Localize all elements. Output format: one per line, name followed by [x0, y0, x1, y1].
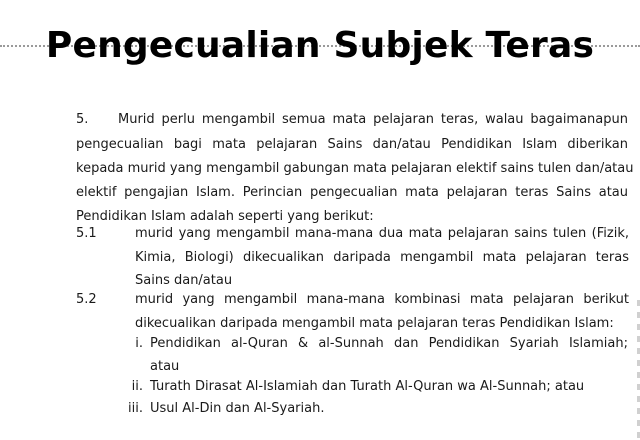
section-5-line-2: pengecualian bagi mata pelajaran Sains dan/atau Pendidikan Islam diberikan: [76, 137, 628, 152]
item-ii-numeral: ii.: [131, 379, 143, 394]
section-5-2-line-2: dikecualikan daripada mengambil mata pelajaran teras Pendidikan Islam:: [135, 316, 614, 331]
section-5-2-number: 5.2: [76, 292, 97, 307]
section-5-1-number: 5.1: [76, 226, 97, 241]
item-ii-line-1: Turath Dirasat Al-Islamiah dan Turath Al-Quran wa Al-Sunnah; atau: [150, 379, 585, 394]
item-i-line-2: atau: [150, 359, 180, 374]
section-5-line-5: Pendidikan Islam adalah seperti yang berikut:: [76, 209, 374, 224]
item-i-line-1: Pendidikan al-Quran & al-Sunnah dan Pendidikan Syariah Islamiah;: [150, 336, 628, 351]
section-5-line-3: kepada murid yang mengambil gabungan mata pelajaran elektif sains tulen dan/atau: [76, 161, 634, 176]
item-iii-numeral: iii.: [128, 401, 143, 416]
section-5-line-4: elektif pengajian Islam. Perincian pengecualian mata pelajaran teras Sains atau: [76, 185, 628, 200]
section-5-1-line-1: murid yang mengambil mana-mana dua mata pelajaran sains tulen (Fizik,: [135, 226, 629, 241]
item-i-numeral: i.: [135, 336, 143, 351]
section-5-1-line-3: Sains dan/atau: [135, 273, 233, 288]
section-5-2-line-1: murid yang mengambil mana-mana kombinasi mata pelajaran berikut: [135, 292, 629, 307]
section-5-number: 5.: [76, 112, 89, 127]
section-5-1-line-2: Kimia, Biologi) dikecualikan daripada mengambil mata pelajaran teras: [135, 250, 629, 265]
item-iii-line-1: Usul Al-Din dan Al-Syariah.: [150, 401, 325, 416]
section-5-line-1: Murid perlu mengambil semua mata pelajaran teras, walau bagaimanapun: [118, 112, 628, 127]
page-title: Pengecualian Subjek Teras: [45, 25, 595, 66]
